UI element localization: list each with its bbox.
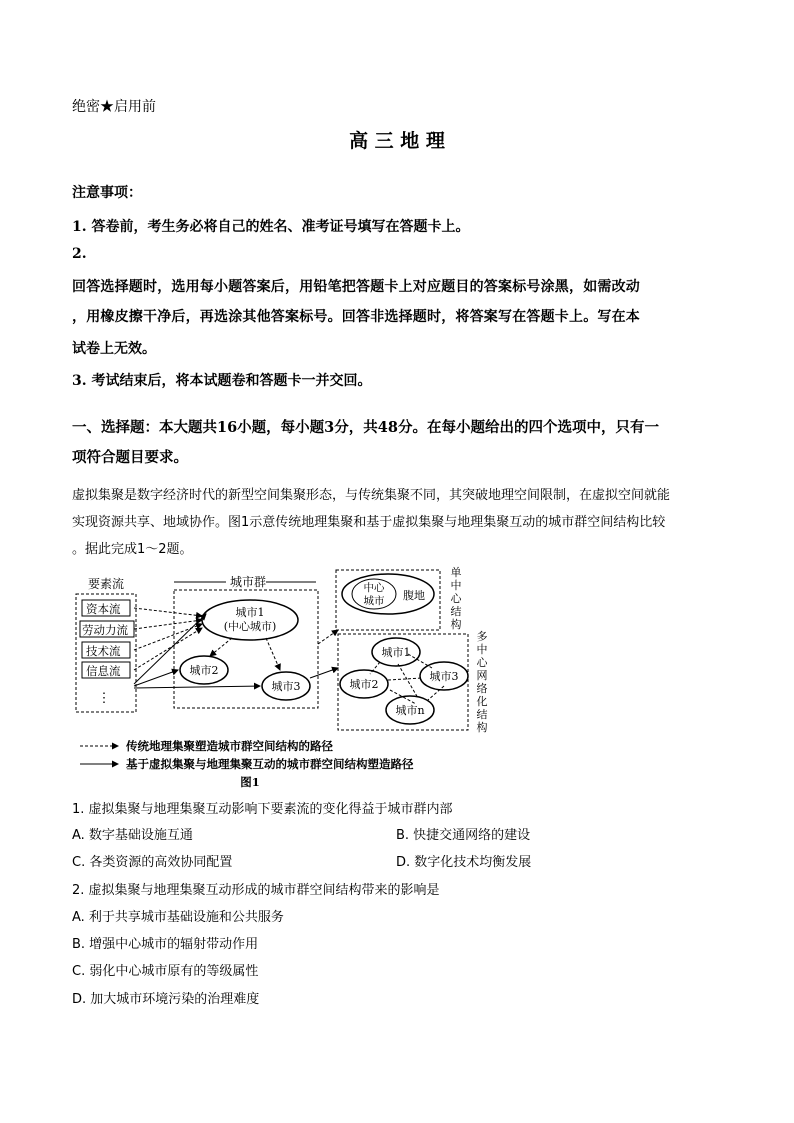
flow-tech: 技术流	[86, 644, 121, 658]
notes-heading: 注意事项：	[72, 185, 142, 201]
city-3-label: 城市3	[271, 680, 301, 693]
figure-1-diagram	[70, 562, 510, 794]
notes-item-1: 1. 答卷前，考生务必将自己的姓名、准考证号填写在答题卡上。	[72, 219, 470, 235]
notes-item-2-line-2: ，用橡皮擦干净后，再选涂其他答案标号。回答非选择题时，将答案写在答题卡上。写在本	[72, 309, 640, 325]
city-1-label: 城市1	[235, 606, 265, 619]
secret-mark: 绝密★启用前	[72, 99, 156, 115]
single-center-title-char: 构	[450, 618, 462, 631]
notes-item-2-number: 2.	[72, 246, 87, 262]
single-center-title	[451, 566, 463, 631]
passage-line-3: 。据此完成1～2题。	[72, 542, 193, 557]
passage-line-2: 实现资源共享、地域协作。图1示意传统地理集聚和基于虚拟集聚与地理集聚互动的城市群空间结构比较	[72, 515, 666, 530]
page-title: 高 三 地 理	[349, 130, 445, 152]
q2-option-a: A. 利于共享城市基础设施和公共服务	[72, 910, 284, 925]
notes-item-3: 3. 考试结束后，将本试题卷和答题卡一并交回。	[72, 373, 372, 389]
multi-center-title-char: 构	[476, 721, 488, 734]
single-center-title-char: 中	[450, 579, 462, 592]
multi-center-title-char: 心	[476, 656, 488, 669]
net-city-1-label: 城市1	[381, 646, 411, 659]
notes-item-2-line-3: 试卷上无效。	[72, 341, 156, 357]
flow-info: 信息流	[86, 664, 121, 678]
q2-option-c: C. 弱化中心城市原有的等级属性	[72, 964, 259, 979]
flows-title: 要素流	[88, 577, 125, 591]
q2-stem: 2. 虚拟集聚与地理集聚互动形成的城市群空间结构带来的影响是	[72, 883, 440, 898]
flow-capital: 资本流	[86, 602, 121, 616]
multi-center-title	[477, 630, 489, 734]
q1-option-a: A. 数字基础设施互通	[72, 828, 193, 843]
section-1-heading-line-1: 一、选择题：本大题共16小题，每小题3分，共48分。在每小题给出的四个选项中，只有一	[72, 419, 659, 436]
multi-center-title-char: 网	[476, 669, 488, 682]
passage-line-1: 虚拟集聚是数字经济时代的新型空间集聚形态，与传统集聚不同，其突破地理空间限制，在虚拟空间就能	[72, 488, 671, 503]
multi-center-title-char: 络	[476, 682, 488, 695]
q1-option-c: C. 各类资源的高效协同配置	[72, 855, 233, 870]
single-center-title-char: 单	[450, 566, 462, 579]
net-city-3-label: 城市3	[429, 670, 459, 683]
multi-center-title-char: 结	[476, 708, 488, 721]
multi-center-title-char: 多	[476, 630, 488, 643]
legend-solid-label: 基于虚拟集聚与地理集聚互动的城市群空间结构塑造路径	[126, 757, 414, 771]
section-1-heading-line-2: 项符合题目要求。	[72, 449, 188, 466]
notes-item-2-line-1: 回答选择题时，选用每小题答案后，用铅笔把答题卡上对应题目的答案标号涂黑，如需改动	[72, 279, 640, 295]
center-city-label-1: 中心	[363, 582, 385, 594]
flow-labor: 劳动力流	[82, 623, 128, 637]
single-center-title-char: 心	[450, 592, 462, 605]
multi-center-title-char: 化	[476, 695, 488, 708]
single-center-title-char: 结	[450, 605, 462, 618]
city-2-label: 城市2	[189, 664, 219, 677]
q2-option-b: B. 增强中心城市的辐射带动作用	[72, 937, 259, 952]
city-1-sublabel: (中心城市)	[223, 620, 277, 633]
figure-caption: 图1	[240, 775, 260, 789]
flows-more: ⋮	[97, 691, 111, 706]
q1-stem: 1. 虚拟集聚与地理集聚互动影响下要素流的变化得益于城市群内部	[72, 802, 453, 817]
legend-dashed-label: 传统地理集聚塑造城市群空间结构的路径	[126, 739, 333, 753]
q1-option-d: D. 数字化技术均衡发展	[396, 855, 532, 870]
multi-center-title-char: 中	[476, 643, 488, 656]
q1-option-b: B. 快捷交通网络的建设	[396, 828, 531, 843]
hinterland-label: 腹地	[403, 589, 425, 602]
cluster-title: 城市群	[230, 575, 267, 589]
net-city-2-label: 城市2	[349, 678, 379, 691]
net-city-n-label: 城市n	[395, 704, 425, 717]
center-city-label-2: 城市	[363, 595, 385, 607]
q2-option-d: D. 加大城市环境污染的治理难度	[72, 992, 260, 1007]
